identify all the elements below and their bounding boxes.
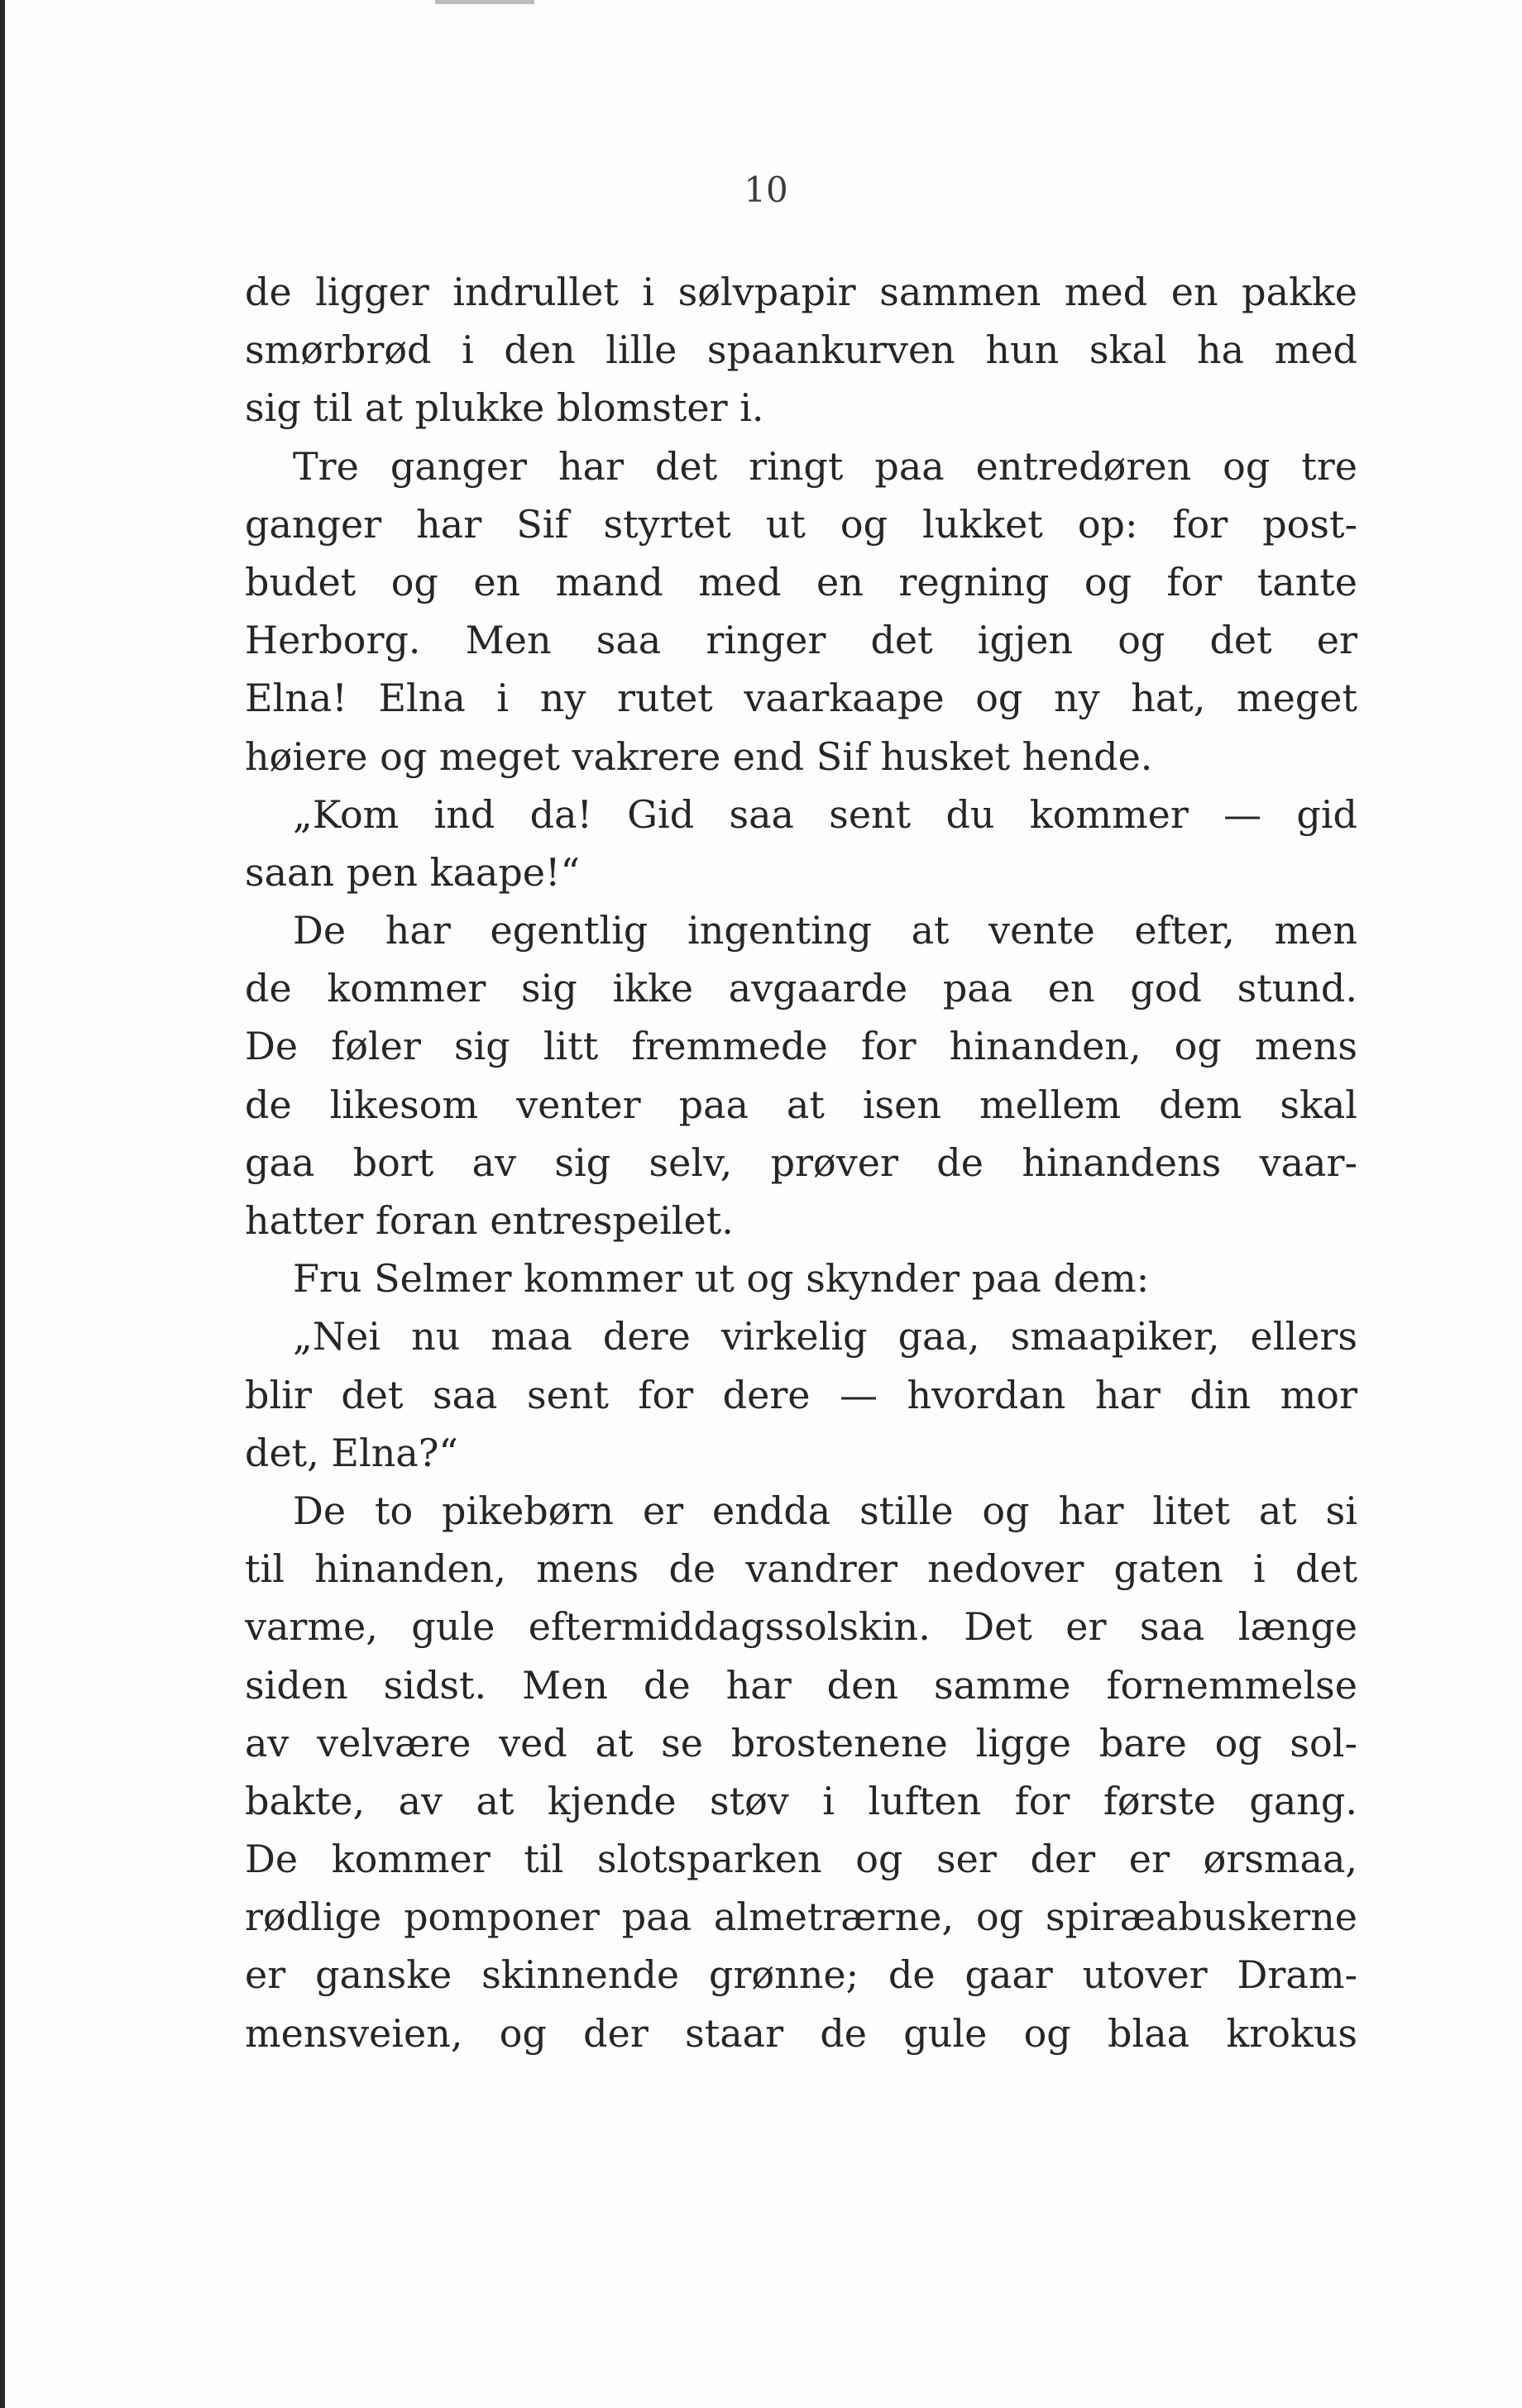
text-line: Elna! Elna i ny rutet vaarkaape og ny hat, meget [245, 676, 1357, 721]
text-line: De kommer til slotsparken og ser der er ørsmaa, [245, 1837, 1357, 1882]
text-line: budet og en mand med en regning og for tante [245, 559, 1357, 604]
text-line: hatter foran entrespeilet. [245, 1198, 734, 1243]
text-line: de kommer sig ikke avgaarde paa en god stund. [245, 966, 1357, 1011]
text-line: det, Elna?“ [245, 1430, 458, 1475]
text-line: til hinanden, mens de vandrer nedover gaten i det [245, 1546, 1357, 1592]
text-line: De har egentlig ingenting at vente efter, men [293, 908, 1357, 953]
text-line: bakte, av at kjende støv i luften for første gang. [245, 1778, 1357, 1823]
text-line: Herborg. Men saa ringer det igjen og det er [245, 618, 1357, 663]
body-text [245, 263, 1357, 2062]
text-line: siden sidst. Men de har den samme fornemmelse [245, 1662, 1357, 1708]
text-line: er ganske skinnende grønne; de gaar utover Dram- [245, 1952, 1357, 1998]
text-line: blir det saa sent for dere — hvordan har din mor [245, 1372, 1357, 1417]
text-line: Fru Selmer kommer ut og skynder paa dem: [293, 1256, 1150, 1302]
text-line: ganger har Sif styrtet ut og lukket op: for post- [245, 501, 1357, 547]
scan-edge-mark [435, 0, 534, 4]
text-line: høiere og meget vakrere end Sif husket hende. [245, 733, 1153, 779]
text-line: „Kom ind da! Gid saa sent du kommer — gid [293, 791, 1357, 837]
text-line: de likesom venter paa at isen mellem dem skal [245, 1082, 1357, 1127]
page-number: 10 [744, 170, 788, 210]
text-line: rødlige pomponer paa almetrærne, og spiræabuskerne [245, 1894, 1357, 1940]
text-line: saan pen kaape!“ [245, 849, 581, 895]
text-line: sig til at plukke blomster i. [245, 385, 764, 431]
text-line: mensveien, og der staar de gule og blaa krokus [245, 2010, 1357, 2056]
text-line: „Nei nu maa dere virkelig gaa, smaapiker, ellers [293, 1314, 1357, 1359]
text-line: gaa bort av sig selv, prøver de hinandens vaar- [245, 1140, 1357, 1185]
text-line: de ligger indrullet i sølvpapir sammen med en pakke [245, 270, 1357, 314]
text-line: varme, gule eftermiddagssolskin. Det er saa længe [245, 1604, 1357, 1650]
text-line: smørbrød i den lille spaankurven hun skal ha med [245, 327, 1357, 373]
text-line: De føler sig litt fremmede for hinanden, og mens [245, 1024, 1357, 1069]
text-line: De to pikebørn er endda stille og har litet at si [293, 1488, 1357, 1533]
text-line: av velvære ved at se brostenene ligge bare og sol- [245, 1720, 1357, 1765]
text-line: Tre ganger har det ringt paa entredøren og tre [293, 443, 1357, 489]
